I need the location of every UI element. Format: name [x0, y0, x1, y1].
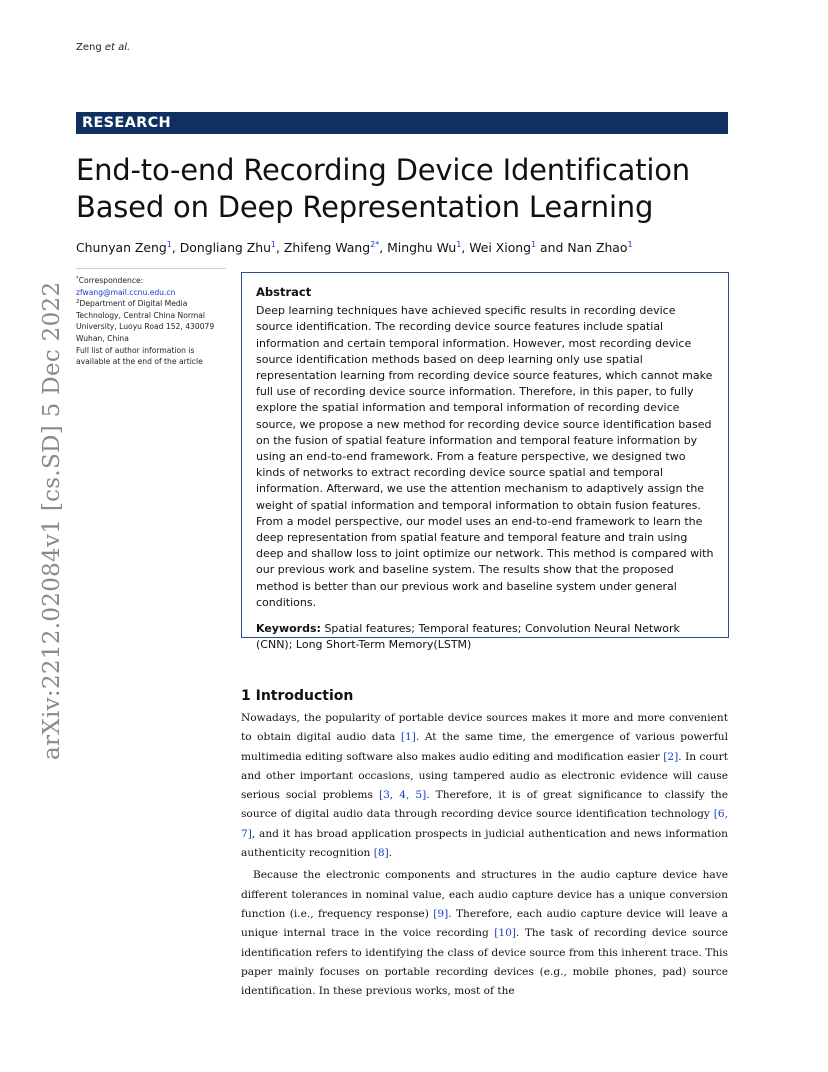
author-affiliation-mark: 1	[166, 240, 172, 249]
citation-link[interactable]: [9]	[433, 907, 449, 920]
correspondence-sidebar	[76, 268, 226, 368]
author-name: Minghu Wu	[387, 240, 457, 255]
citation-link[interactable]: [1]	[400, 731, 416, 744]
paragraph-text: . In court and other important occasions, using tampered audio as electronic evidence will cause serious social problems	[241, 750, 728, 802]
paper-title: End-to-end Recording Device Identification Based on Deep Representation Learning	[76, 153, 690, 224]
intro-paragraph-1	[241, 709, 728, 863]
section-label: RESEARCH	[76, 112, 728, 134]
author-name: Nan Zhao	[567, 240, 628, 255]
paragraph-text: . Therefore, it is of great significance to classify the source of digital audio data through recording device source identification technology	[241, 789, 728, 821]
citation-link[interactable]: [8]	[373, 847, 389, 860]
citation-link[interactable]: [3, 4, 5]	[378, 789, 427, 802]
running-head	[76, 42, 130, 53]
running-head-etal: et al.	[104, 42, 131, 53]
running-head-author: Zeng	[76, 42, 102, 53]
paragraph-text: . The task of recording device source identification refers to identifying the class of device source from this inherent trace. This paper mainly focuses on portable recording devices (e.g., mobile phones, pad) source identification. In these previous works, most of the	[241, 927, 728, 998]
arxiv-stamp: arXiv:2212.02084v1 [cs.SD] 5 Dec 2022	[39, 281, 65, 760]
author-name: Dongliang Zhu	[179, 240, 271, 255]
keywords-label: Keywords:	[256, 622, 321, 636]
paragraph-text: , and it has broad application prospects in judicial authentication and news information authenticity recognition	[241, 827, 728, 860]
author-info-note: Full list of author information is available at the end of the article	[76, 345, 203, 367]
paragraph-text: .	[388, 847, 393, 860]
author-name: Zhifeng Wang	[283, 240, 371, 255]
author-affiliation-mark: 2*	[370, 240, 380, 249]
correspondence-email[interactable]: zfwang@mail.ccnu.edu.cn	[76, 287, 176, 297]
keywords-text: Spatial features; Temporal features; Convolution Neural Network (CNN); Long Short-Term Memory(LSTM)	[256, 622, 680, 652]
introduction-body	[241, 709, 728, 1001]
author-name: Chunyan Zeng	[76, 240, 167, 255]
keywords	[256, 621, 714, 653]
citation-link[interactable]: [10]	[494, 927, 516, 940]
paragraph-text: . At the same time, the emergence of various powerful multimedia editing software also makes audio editing and modification easier	[241, 731, 728, 763]
abstract-text: Deep learning techniques have achieved specific results in recording device source identification. The recording device source features include spatial information and certain temporal information. However, most recording device source identification methods based on deep learning only use spatial representation learning from recording device source features, which cannot make full use of recording device source information. Therefore, in this paper, to fully explore the spatial information and temporal information of recording device source, we propose a new method for recording device source identification based on the fusion of spatial feature information and temporal feature information by using an end-to-end framework. From a feature perspective, we designed two kinds of networks to extract recording device source spatial and temporal information. Afterward, we use the attention mechanism to adaptively assign the weight of spatial information and temporal information to obtain fusion features. From a model perspective, our model uses an end-to-end framework to learn the deep representation from spatial feature and temporal feature and train using deep and shallow loss to joint optimize our network. This method is compared with our previous work and baseline system. The results show that the proposed method is better than our previous work and baseline system under general conditions.	[256, 304, 714, 609]
paragraph-text: Nowadays, the popularity of portable device sources makes it more and more convenient to obtain digital audio data	[241, 712, 728, 744]
author-affiliation-mark: 1	[456, 240, 462, 249]
abstract-heading: Abstract	[256, 285, 312, 299]
author-name: Wei Xiong	[469, 240, 532, 255]
abstract-box	[241, 272, 729, 652]
citation-link[interactable]: [6, 7]	[241, 808, 728, 840]
paragraph-text: . Therefore, each audio capture device will leave a unique internal trace in the voice recording	[241, 907, 728, 940]
intro-paragraph-2	[241, 866, 728, 1001]
affiliation: $^2$Department of Digital Media Technology, Central China Normal University, Luoyu Road 152, 430079 Wuhan, China	[76, 299, 215, 343]
citation-link[interactable]: [2]	[663, 750, 679, 763]
author-affiliation-mark: 1	[270, 240, 277, 249]
correspondence-label: *Correspondence:	[76, 276, 144, 285]
author-affiliation-mark: 1	[531, 240, 537, 249]
author-list: Chunyan Zeng$^1$, Dongliang Zhu$^1$, Zhifeng Wang$^{2*}$, Minghu Wu$^1$, Wei Xiong$^1$ and Nan Zhao$^1$	[76, 240, 633, 255]
paragraph-text: Because the electronic components and structures in the audio capture device have different tolerances in nominal value, each audio capture device has a unique conversion function (i.e., frequency response)	[241, 869, 728, 920]
introduction-heading: 1 Introduction	[241, 688, 354, 704]
author-affiliation-mark: 1	[627, 240, 633, 249]
